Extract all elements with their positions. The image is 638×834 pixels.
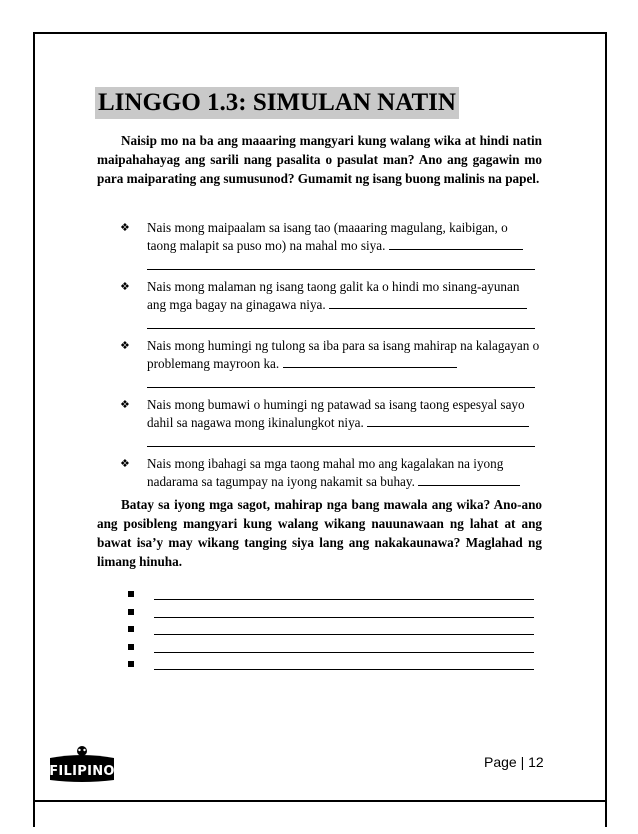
prompt-item	[120, 455, 540, 491]
prompt-text: Nais mong malaman ng isang taong galit ka o hindi mo sinang-ayunan ang mga bagay na ginagawa niya.	[147, 279, 520, 312]
answer-blank[interactable]	[389, 237, 523, 250]
answer-blank-line[interactable]	[147, 373, 535, 388]
square-bullet-icon	[128, 609, 134, 615]
diamond-bullet-icon: ❖	[120, 221, 130, 234]
answer-blank[interactable]	[283, 355, 457, 368]
diamond-bullet-icon: ❖	[120, 398, 130, 411]
prompt-item	[120, 278, 540, 329]
prompt-item	[120, 396, 540, 447]
prompt-text: Nais mong maipaalam sa isang tao (maaaring magulang, kaibigan, o taong malapit sa puso mo) na mahal mo siya.	[147, 220, 508, 253]
diamond-bullet-icon: ❖	[120, 280, 130, 293]
prompt-text: Nais mong bumawi o humingi ng patawad sa isang taong espesyal sayo dahil sa nagawa mong ikinalungkot niya.	[147, 397, 525, 430]
square-bullet-icon	[128, 626, 134, 632]
answer-blank-line[interactable]	[154, 634, 534, 635]
answer-blank-line[interactable]	[154, 617, 534, 618]
answer-blank[interactable]	[418, 473, 520, 486]
page-border-top	[33, 32, 607, 34]
prompt-text: Nais mong humingi ng tulong sa iba para sa isang mahirap na kalagayan o problemang mayroon ka.	[147, 338, 540, 371]
answer-blank[interactable]	[329, 296, 527, 309]
answer-blank[interactable]	[367, 414, 529, 427]
answer-blank-line[interactable]	[154, 669, 534, 670]
question-paragraph: Batay sa iyong mga sagot, mahirap nga bang mawala ang wika? Ano-ano ang posibleng mangyari kung walang wikang nauunawaan ng lahat at ang bawat isa’y may wikang tanging siya lang ang nakakaunawa? Maglahad ng limang hinuha.	[97, 497, 542, 569]
answer-blank-line[interactable]	[147, 314, 535, 329]
page-border-bottom	[33, 800, 607, 802]
answer-blank-line[interactable]	[154, 599, 534, 600]
prompt-text: Nais mong ibahagi sa mga taong mahal mo ang kagalakan na iyong nadarama sa tagumpay na iyong nakamit sa buhay.	[147, 456, 504, 489]
square-bullet-icon	[128, 644, 134, 650]
square-bullet-icon	[128, 591, 134, 597]
prompt-item	[120, 219, 540, 270]
page-border-left	[33, 32, 35, 827]
answer-blank-line[interactable]	[147, 255, 535, 270]
answer-blank-line[interactable]	[147, 432, 535, 447]
page-border-right	[605, 32, 607, 827]
intro-paragraph: Naisip mo na ba ang maaaring mangyari kung walang wika at hindi natin maipahahayag ang sarili nang pasalita o pasulat man? Ano ang gagawin mo para maiparating ang sumusunod? Gumamit ng isang buong malinis na papel.	[97, 133, 542, 186]
filipino-logo	[46, 744, 118, 784]
diamond-bullet-icon: ❖	[120, 457, 130, 470]
answer-blank-line[interactable]	[154, 652, 534, 653]
prompt-item	[120, 337, 540, 388]
prompt-list	[120, 219, 540, 499]
svg-text:FILIPINO: FILIPINO	[49, 764, 115, 779]
square-bullet-icon	[128, 661, 134, 667]
diamond-bullet-icon: ❖	[120, 339, 130, 352]
section-title: LINGGO 1.3: SIMULAN NATIN	[95, 87, 459, 119]
page-number: Page | 12	[484, 754, 544, 770]
